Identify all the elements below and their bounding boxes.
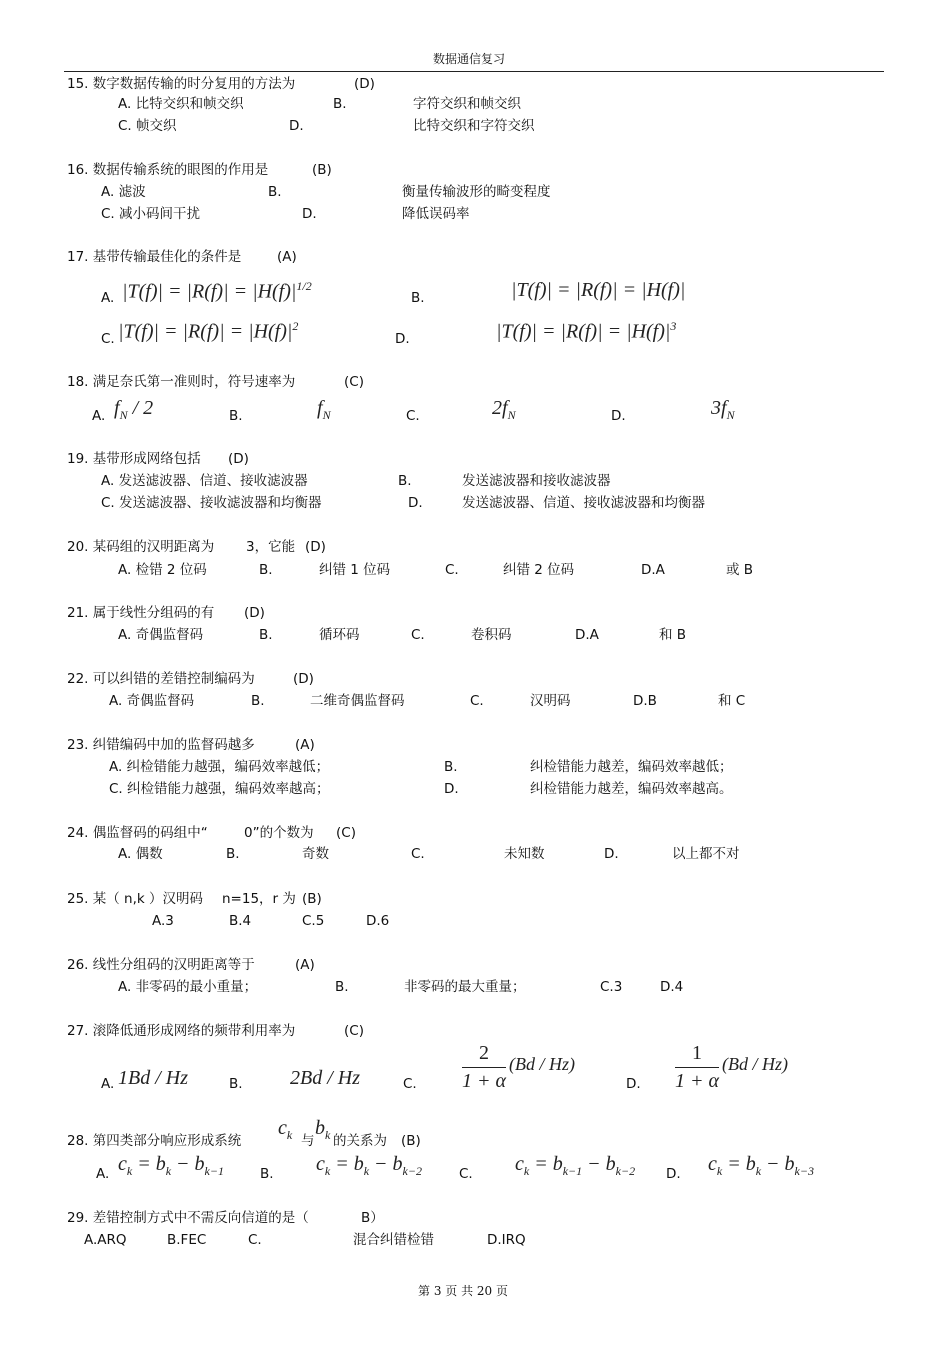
q29-option-d: D.IRQ <box>487 1232 526 1248</box>
q22-option-a: A. 奇偶监督码 <box>109 693 195 709</box>
page-footer-number: 第 3 页 共 20 页 <box>418 1284 508 1298</box>
q16-answer: (B) <box>312 162 332 178</box>
q18-stem: 18. 满足奈氏第一准则时，符号速率为 <box>67 374 296 390</box>
q23-option-d: 纠检错能力越差，编码效率越高。 <box>530 781 733 797</box>
q21-option-c-label: C. <box>411 627 425 643</box>
q22-option-c: 汉明码 <box>530 693 571 709</box>
q20-answer: (D) <box>305 539 326 555</box>
q24-option-d: 以上都不对 <box>672 846 740 862</box>
q15-stem: 15. 数字数据传输的时分复用的方法为 <box>67 76 296 92</box>
q19-option-d: 发送滤波器、信道、接收滤波器和均衡器 <box>462 495 705 511</box>
q15-option-d-label: D. <box>289 118 304 134</box>
q17-option-b-label: B. <box>411 290 425 306</box>
q22-option-d: D.B <box>633 693 657 709</box>
q24-option-b-label: B. <box>226 846 240 862</box>
q17-option-c-formula: $|T(f)| = |R(f)| = |H(f)|^2$ <box>118 319 299 343</box>
q27-option-c-label: C. <box>403 1076 417 1092</box>
q16-option-d: 降低误码率 <box>402 206 470 222</box>
q27-option-d-unit: (Bd / Hz) <box>722 1054 788 1074</box>
q22-option-b: 二维奇偶监督码 <box>310 693 405 709</box>
q18-option-b-label: B. <box>229 408 243 424</box>
q21-stem: 21. 属于线性分组码的有 <box>67 605 215 621</box>
fraction-bar <box>675 1067 719 1068</box>
q25-option-b: B.4 <box>229 913 252 929</box>
q27-option-b-formula: 2Bd / Hz <box>290 1067 360 1089</box>
q15-option-a: A. 比特交织和帧交织 <box>118 96 244 112</box>
q17-option-d-formula: $|T(f)| = |R(f)| = |H(f)|^3$ <box>496 319 677 343</box>
q21-option-c: 卷积码 <box>471 627 512 643</box>
q18-option-d-label: D. <box>611 408 626 424</box>
q24-option-c-label: C. <box>411 846 425 862</box>
q28-option-b-label: B. <box>260 1166 274 1182</box>
q28-stem: 28. 第四类部分响应形成系统 <box>67 1133 242 1149</box>
q27-option-d-denominator: 1 + α <box>675 1070 719 1092</box>
q27-option-c-fraction <box>462 1042 506 1093</box>
q23-stem: 23. 纠错编码中加的监督码越多 <box>67 737 255 753</box>
q25-stem-tail: n=15，r 为 <box>222 891 296 907</box>
q18-option-d-formula: $3f_N$ <box>711 397 735 422</box>
q16-stem: 16. 数据传输系统的眼图的作用是 <box>67 162 269 178</box>
q28-stem-mid: 与 <box>301 1133 315 1149</box>
q24-option-d-label: D. <box>604 846 619 862</box>
q26-option-d: D.4 <box>660 979 684 995</box>
q28-option-d-formula: $c_k = b_k - b_{k-3}$ <box>708 1153 814 1178</box>
q27-option-c-numerator: 2 <box>479 1042 489 1064</box>
q19-option-d-label: D. <box>408 495 423 511</box>
q23-answer: (A) <box>295 737 315 753</box>
q16-option-a: A. 滤波 <box>101 184 146 200</box>
q15-answer: (D) <box>354 76 375 92</box>
q15-option-d: 比特交织和字符交织 <box>413 118 535 134</box>
q17-option-b-formula: |T(f)| = |R(f)| = |H(f)| <box>511 279 686 301</box>
q18-option-a-label: A. <box>92 408 106 424</box>
q21-answer: (D) <box>244 605 265 621</box>
q20-option-c-label: C. <box>445 562 459 578</box>
q27-option-d-numerator: 1 <box>692 1042 702 1064</box>
q27-option-b-label: B. <box>229 1076 243 1092</box>
q28-stem-tail: 的关系为 <box>333 1133 387 1149</box>
q20-option-d: D.A <box>641 562 665 578</box>
q25-answer: (B) <box>302 891 322 907</box>
q18-option-a-formula: $f_N / 2$ <box>114 397 154 422</box>
q23-option-d-label: D. <box>444 781 459 797</box>
q23-option-a: A. 纠检错能力越强，编码效率越低； <box>109 759 330 775</box>
q16-option-c: C. 减小码间干扰 <box>101 206 201 222</box>
fraction-bar <box>462 1067 506 1068</box>
q15-option-c: C. 帧交织 <box>118 118 177 134</box>
q27-option-d-fraction <box>675 1042 719 1093</box>
q24-option-b: 奇数 <box>302 846 329 862</box>
q24-stem-tail: 0”的个数为 <box>244 825 314 841</box>
q19-option-c: C. 发送滤波器、接收滤波器和均衡器 <box>101 495 322 511</box>
q28-option-c-label: C. <box>459 1166 473 1182</box>
q29-option-a: A.ARQ <box>84 1232 127 1248</box>
q21-option-b: 循环码 <box>319 627 360 643</box>
q22-answer: (D) <box>293 671 314 687</box>
q26-option-b-label: B. <box>335 979 349 995</box>
q18-answer: (C) <box>344 374 364 390</box>
q26-option-c: C.3 <box>600 979 623 995</box>
q16-option-b-label: B. <box>268 184 282 200</box>
page-header-title: 数据通信复习 <box>433 52 506 66</box>
q21-option-d: D.A <box>575 627 599 643</box>
q29-option-c: 混合纠错检错 <box>353 1232 434 1248</box>
q22-stem: 22. 可以纠错的差错控制编码为 <box>67 671 255 687</box>
q17-option-c-label: C. <box>101 331 115 347</box>
q24-answer: (C) <box>336 825 356 841</box>
q26-option-b: 非零码的最大重量； <box>404 979 526 995</box>
q18-option-c-formula: $2f_N$ <box>492 397 516 422</box>
q19-answer: (D) <box>228 451 249 467</box>
q27-answer: (C) <box>344 1023 364 1039</box>
q28-option-b-formula: $c_k = b_k - b_{k-2}$ <box>316 1153 422 1178</box>
q27-option-c-denominator: 1 + α <box>462 1070 506 1092</box>
q23-option-b: 纠检错能力越差，编码效率越低； <box>530 759 733 775</box>
q23-option-b-label: B. <box>444 759 458 775</box>
q29-option-b: B.FEC <box>167 1232 207 1248</box>
q28-stem-bk: $b_k$ <box>315 1117 331 1142</box>
q20-option-a: A. 检错 2 位码 <box>118 562 207 578</box>
q21-option-b-label: B. <box>259 627 273 643</box>
q25-stem: 25. 某（ n,k ）汉明码 <box>67 891 204 907</box>
q20-option-c: 纠错 2 位码 <box>503 562 575 578</box>
q25-option-d: D.6 <box>366 913 390 929</box>
q23-option-c: C. 纠检错能力越强，编码效率越高； <box>109 781 330 797</box>
q24-stem: 24. 偶监督码的码组中“ <box>67 825 208 841</box>
q29-stem: 29. 差错控制方式中不需反向信道的是（ <box>67 1210 309 1226</box>
q27-option-c-unit: (Bd / Hz) <box>509 1054 575 1074</box>
q17-option-d-label: D. <box>395 331 410 347</box>
q27-option-d-label: D. <box>626 1076 641 1092</box>
q19-stem: 19. 基带形成网络包括 <box>67 451 201 467</box>
q17-stem: 17. 基带传输最佳化的条件是 <box>67 249 242 265</box>
q20-stem-tail: 3，它能 <box>246 539 296 555</box>
q20-stem: 20. 某码组的汉明距离为 <box>67 539 215 555</box>
q26-answer: (A) <box>295 957 315 973</box>
q17-option-a-label: A. <box>101 290 115 306</box>
q28-option-d-label: D. <box>666 1166 681 1182</box>
q27-option-a-label: A. <box>101 1076 115 1092</box>
q24-option-c: 未知数 <box>504 846 545 862</box>
q19-option-a: A. 发送滤波器、信道、接收滤波器 <box>101 473 308 489</box>
q27-stem: 27. 滚降低通形成网络的频带利用率为 <box>67 1023 296 1039</box>
q16-option-b: 衡量传输波形的畸变程度 <box>402 184 551 200</box>
q26-option-a: A. 非零码的最小重量； <box>118 979 258 995</box>
q25-option-a: A.3 <box>152 913 174 929</box>
q24-option-a: A. 偶数 <box>118 846 163 862</box>
q18-option-b-formula: $f_N$ <box>317 397 331 422</box>
q18-option-c-label: C. <box>406 408 420 424</box>
q19-option-b: 发送滤波器和接收滤波器 <box>462 473 611 489</box>
q22-option-c-label: C. <box>470 693 484 709</box>
q22-option-b-label: B. <box>251 693 265 709</box>
q21-option-d-tail: 和 B <box>659 627 687 643</box>
q20-option-b-label: B. <box>259 562 273 578</box>
q29-answer: B） <box>361 1210 384 1226</box>
q17-option-a-formula: $|T(f)| = |R(f)| = |H(f)|^{1/2}$ <box>122 279 312 303</box>
header-rule <box>64 71 884 72</box>
q20-option-d-tail: 或 B <box>726 562 754 578</box>
q19-option-b-label: B. <box>398 473 412 489</box>
q17-answer: (A) <box>277 249 297 265</box>
q21-option-a: A. 奇偶监督码 <box>118 627 204 643</box>
q28-answer: (B) <box>401 1133 421 1149</box>
q15-option-b-label: B. <box>333 96 347 112</box>
q28-stem-ck: $c_k$ <box>278 1117 293 1142</box>
q26-stem: 26. 线性分组码的汉明距离等于 <box>67 957 255 973</box>
q28-option-a-label: A. <box>96 1166 110 1182</box>
q16-option-d-label: D. <box>302 206 317 222</box>
q20-option-b: 纠错 1 位码 <box>319 562 391 578</box>
q25-option-c: C.5 <box>302 913 325 929</box>
q15-option-b: 字符交织和帧交织 <box>413 96 521 112</box>
q29-option-c-label: C. <box>248 1232 262 1248</box>
q22-option-d-tail: 和 C <box>718 693 746 709</box>
q27-option-a-formula: 1Bd / Hz <box>118 1067 188 1089</box>
q28-option-a-formula: $c_k = b_k - b_{k-1}$ <box>118 1153 224 1178</box>
q28-option-c-formula: $c_k = b_{k-1} - b_{k-2}$ <box>515 1153 636 1178</box>
